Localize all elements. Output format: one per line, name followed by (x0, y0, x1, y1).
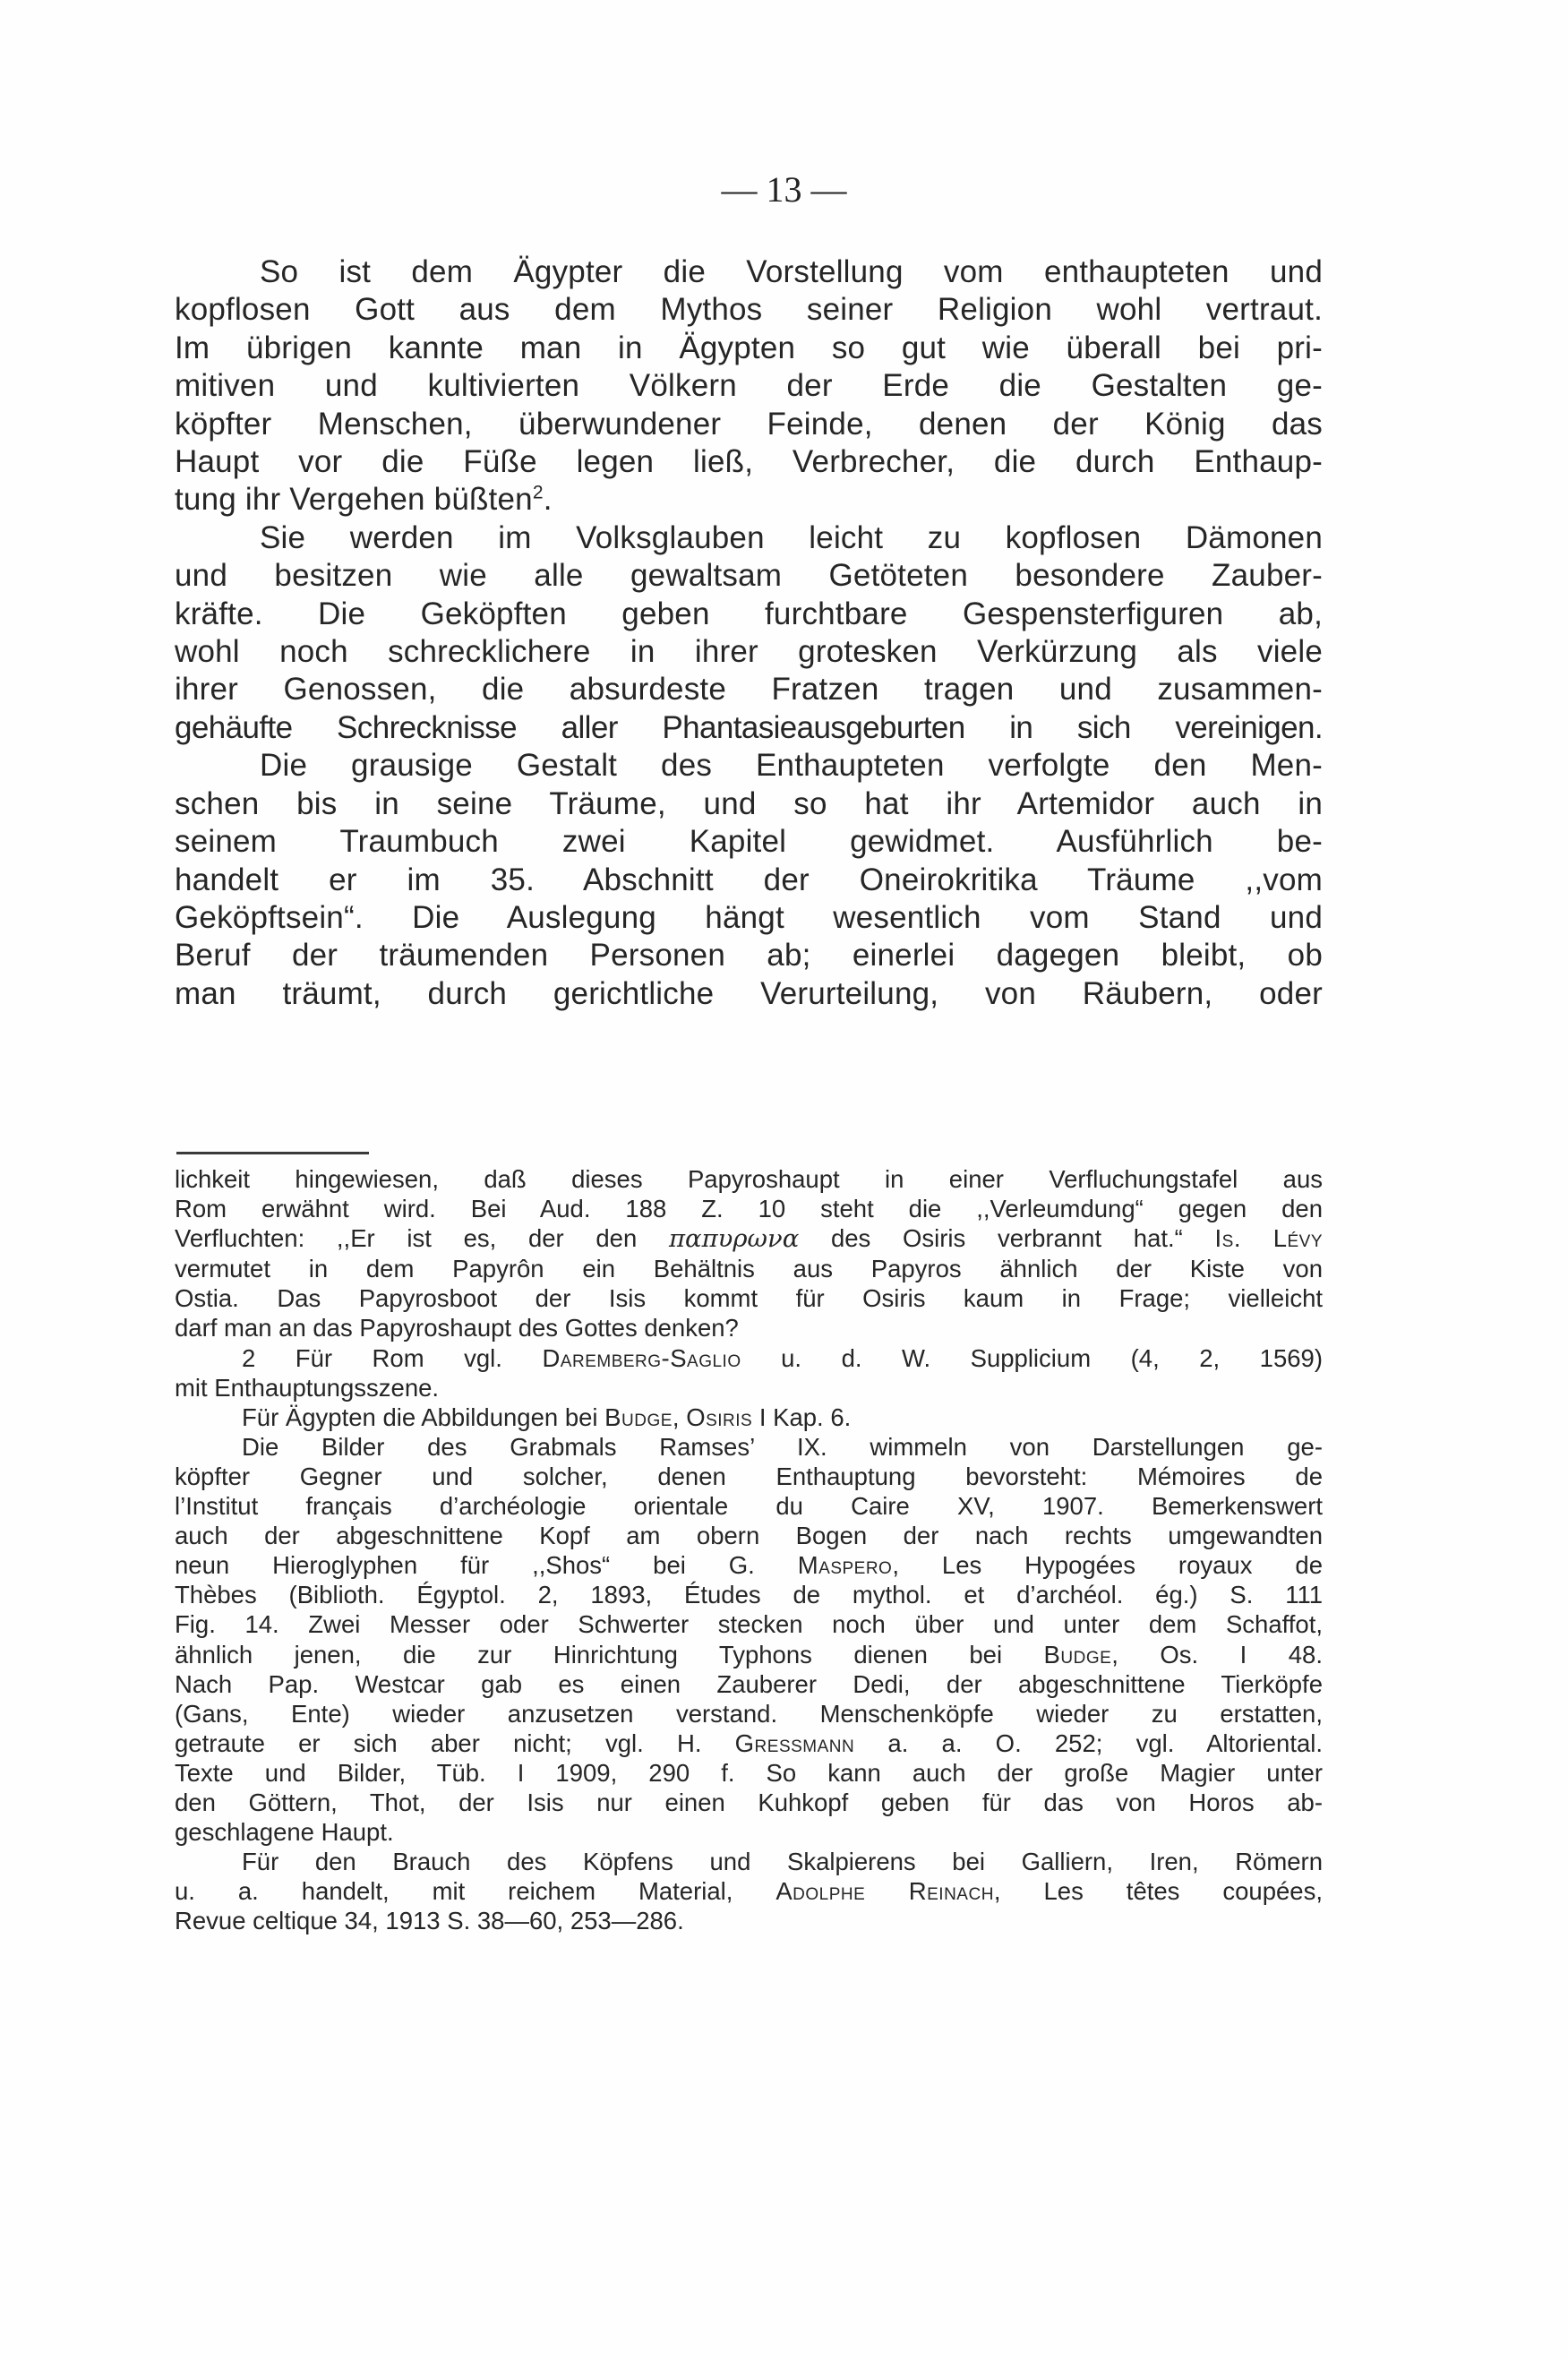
footnote-line: darf man an das Papyroshaupt des Gottes denken? (175, 1314, 739, 1342)
footnote-line: Nach Pap. Westcar gab es einen Zauberer Dedi, der abgeschnittene Tierköpfe (175, 1669, 1323, 1698)
footnote-2 (175, 1343, 1323, 1403)
author-initial: Is. (1214, 1224, 1241, 1253)
footnote-line (175, 1223, 1323, 1254)
text-line: ihrer Genossen, die absurdeste Fratzen tragen und zusammen- (175, 672, 1323, 708)
footnote-separator (176, 1152, 369, 1154)
footnote-line: lichkeit hingewiesen, daß dieses Papyroshaupt in einer Verfluchungstafel aus (175, 1165, 1323, 1193)
text-fragment: u. a. handelt, mit reichem Material, (175, 1877, 776, 1906)
body-text (175, 253, 1323, 1013)
footnote-line: Texte und Bilder, Tüb. I 1909, 290 f. So kann auch der große Magier unter (175, 1758, 1323, 1787)
footnote-line: den Göttern, Thot, der Isis nur einen Kuhkopf geben für das von Horos ab- (175, 1788, 1323, 1816)
footnote-continuation (175, 1164, 1323, 1343)
footnote-line: Revue celtique 34, 1913 S. 38—60, 253—286. (175, 1907, 684, 1935)
text-fragment: a. a. O. 252; vgl. Altoriental. (854, 1729, 1323, 1757)
work-title: Osiris (686, 1403, 753, 1431)
text-fragment: Für Ägypten die Abbildungen bei (242, 1403, 605, 1431)
footnote-line: Für den Brauch des Köpfens und Skalpierens bei Galliern, Iren, Römern (242, 1848, 1323, 1876)
footnote-line: auch der abgeschnittene Kopf am obern Bogen der nach rechts umgewandten (175, 1522, 1323, 1550)
text-line: man träumt, durch gerichtliche Verurteilung, von Räubern, oder (175, 975, 1323, 1011)
paragraph (175, 519, 1323, 747)
author-name: Lévy (1272, 1224, 1324, 1253)
author-name: Daremberg-Saglio (542, 1343, 741, 1372)
footnote-line (175, 1876, 1323, 1906)
text-line: mitiven und kultivierten Völkern der Erde die Gestalten ge- (175, 368, 1323, 404)
footnote-line (175, 1343, 1323, 1373)
text-line: Geköpftsein“. Die Auslegung hängt wesentlich vom Stand und (175, 899, 1323, 935)
footnotes (175, 1164, 1323, 1935)
text-line: wohl noch schrecklichere in ihrer grotesken Verkürzung als viele (175, 634, 1323, 670)
text-line: schen bis in seine Träume, und so hat ihr Artemidor auch in (175, 785, 1323, 821)
footnote-line: Die Bilder des Grabmals Ramses’ IX. wimmeln von Darstellungen ge- (242, 1432, 1323, 1461)
text-line: Haupt vor die Füße legen ließ, Verbrecher, die durch Enthaup- (175, 444, 1323, 480)
text-fragment: , Les Hypogées royaux de (892, 1551, 1323, 1580)
author-name: Maspero (797, 1551, 893, 1580)
text-fragment: ähnlich jenen, die zur Hinrichtung Typhons dienen bei (175, 1640, 1044, 1668)
text-fragment: , Les têtes coupées, (993, 1877, 1323, 1906)
author-name: Adolphe Reinach (775, 1877, 994, 1906)
text-fragment: tung ihr Vergehen büßten (175, 482, 533, 518)
footnote-reference[interactable]: 2 (532, 482, 544, 503)
text-line: Die grausige Gestalt des Enthaupteten verfolgte den Men- (260, 748, 1323, 784)
footnote-line: Thèbes (Biblioth. Égyptol. 2, 1893, Études de mythol. et d’archéol. ég.) S. 111 (175, 1581, 1323, 1609)
paragraph (175, 253, 1323, 519)
footnote-line: Fig. 14. Zwei Messer oder Schwerter stecken noch über und unter dem Schaffot, (175, 1610, 1323, 1639)
text-line: handelt er im 35. Abschnitt der Oneirokritika Träume ,,vom (175, 862, 1323, 897)
text-fragment: getraute er sich aber nicht; vgl. H. (175, 1729, 735, 1757)
footnote-line: Rom erwähnt wird. Bei Aud. 188 Z. 10 steht die ,,Verleumdung“ gegen den (175, 1195, 1323, 1223)
text-fragment: I Kap. 6. (752, 1403, 852, 1431)
footnote-paragraph (175, 1403, 1323, 1432)
footnote-line: l’Institut français d’archéologie orientale du Caire XV, 1907. Bemerkenswert (175, 1492, 1323, 1521)
footnote-line: (Gans, Ente) wieder anzusetzen verstand. Menschenköpfe wieder zu erstatten, (175, 1699, 1323, 1728)
text-line: und besitzen wie alle gewaltsam Getöteten besondere Zauber- (175, 558, 1323, 594)
author-name: Gressmann (734, 1729, 855, 1757)
footnote-line (175, 1403, 1323, 1432)
footnote-line: köpfter Gegner und solcher, denen Enthauptung bevorsteht: Mémoires de (175, 1462, 1323, 1490)
text-fragment: , Os. I 48. (1111, 1640, 1323, 1668)
text-line: gehäufte Schrecknisse aller Phantasieausgeburten in sich vereinigen. (175, 709, 1323, 745)
text-fragment: Verfluchten: ,,Er ist es, der den (175, 1224, 669, 1253)
footnote-line: vermutet in dem Papyrôn ein Behältnis aus Papyros ähnlich der Kiste von (175, 1255, 1323, 1283)
text-line: kopflosen Gott aus dem Mythos seiner Religion wohl vertraut. (175, 292, 1323, 328)
author-name: Budge (604, 1403, 673, 1431)
text-fragment: 2 Für Rom vgl. (242, 1343, 543, 1372)
footnote-line (175, 1640, 1323, 1669)
text-fragment: , (672, 1403, 687, 1431)
footnote-line: mit Enthauptungsszene. (175, 1373, 440, 1402)
footnote-paragraph (175, 1432, 1323, 1847)
text-fragment: neun Hieroglyphen für ,,Shos“ bei G. (175, 1551, 798, 1580)
paragraph (175, 747, 1323, 1013)
author-name: Budge (1043, 1640, 1112, 1668)
text-line: kräfte. Die Geköpften geben furchtbare Gespensterfiguren ab, (175, 596, 1323, 631)
footnote-paragraph (175, 1847, 1323, 1935)
text-line: seinem Traumbuch zwei Kapitel gewidmet. Ausführlich be- (175, 824, 1323, 860)
footnote-line (175, 1729, 1323, 1758)
text-fragment: des Osiris verbrannt hat.“ (799, 1224, 1215, 1253)
greek-word: παπυρωνα (668, 1224, 800, 1254)
text-line (175, 481, 1323, 519)
footnote-line (175, 1550, 1323, 1580)
text-fragment: u. d. W. Supplicium (4, 2, 1569) (741, 1343, 1323, 1372)
text-fragment: . (543, 482, 553, 518)
text-line: Sie werden im Volksglauben leicht zu kopflosen Dämonen (260, 519, 1323, 555)
text-line: So ist dem Ägypter die Vorstellung vom enthaupteten und (260, 254, 1323, 289)
text-line: köpfter Menschen, überwundener Feinde, denen der König das (175, 406, 1323, 442)
text-line: Im übrigen kannte man in Ägypten so gut wie überall bei pri- (175, 330, 1323, 365)
page-number: — 13 — (721, 169, 847, 210)
footnote-line: geschlagene Haupt. (175, 1818, 394, 1847)
footnote-line: Ostia. Das Papyrosboot der Isis kommt für Osiris kaum in Frage; vielleicht (175, 1284, 1323, 1313)
text-line: Beruf der träumenden Personen ab; einerlei dagegen bleibt, ob (175, 938, 1323, 974)
